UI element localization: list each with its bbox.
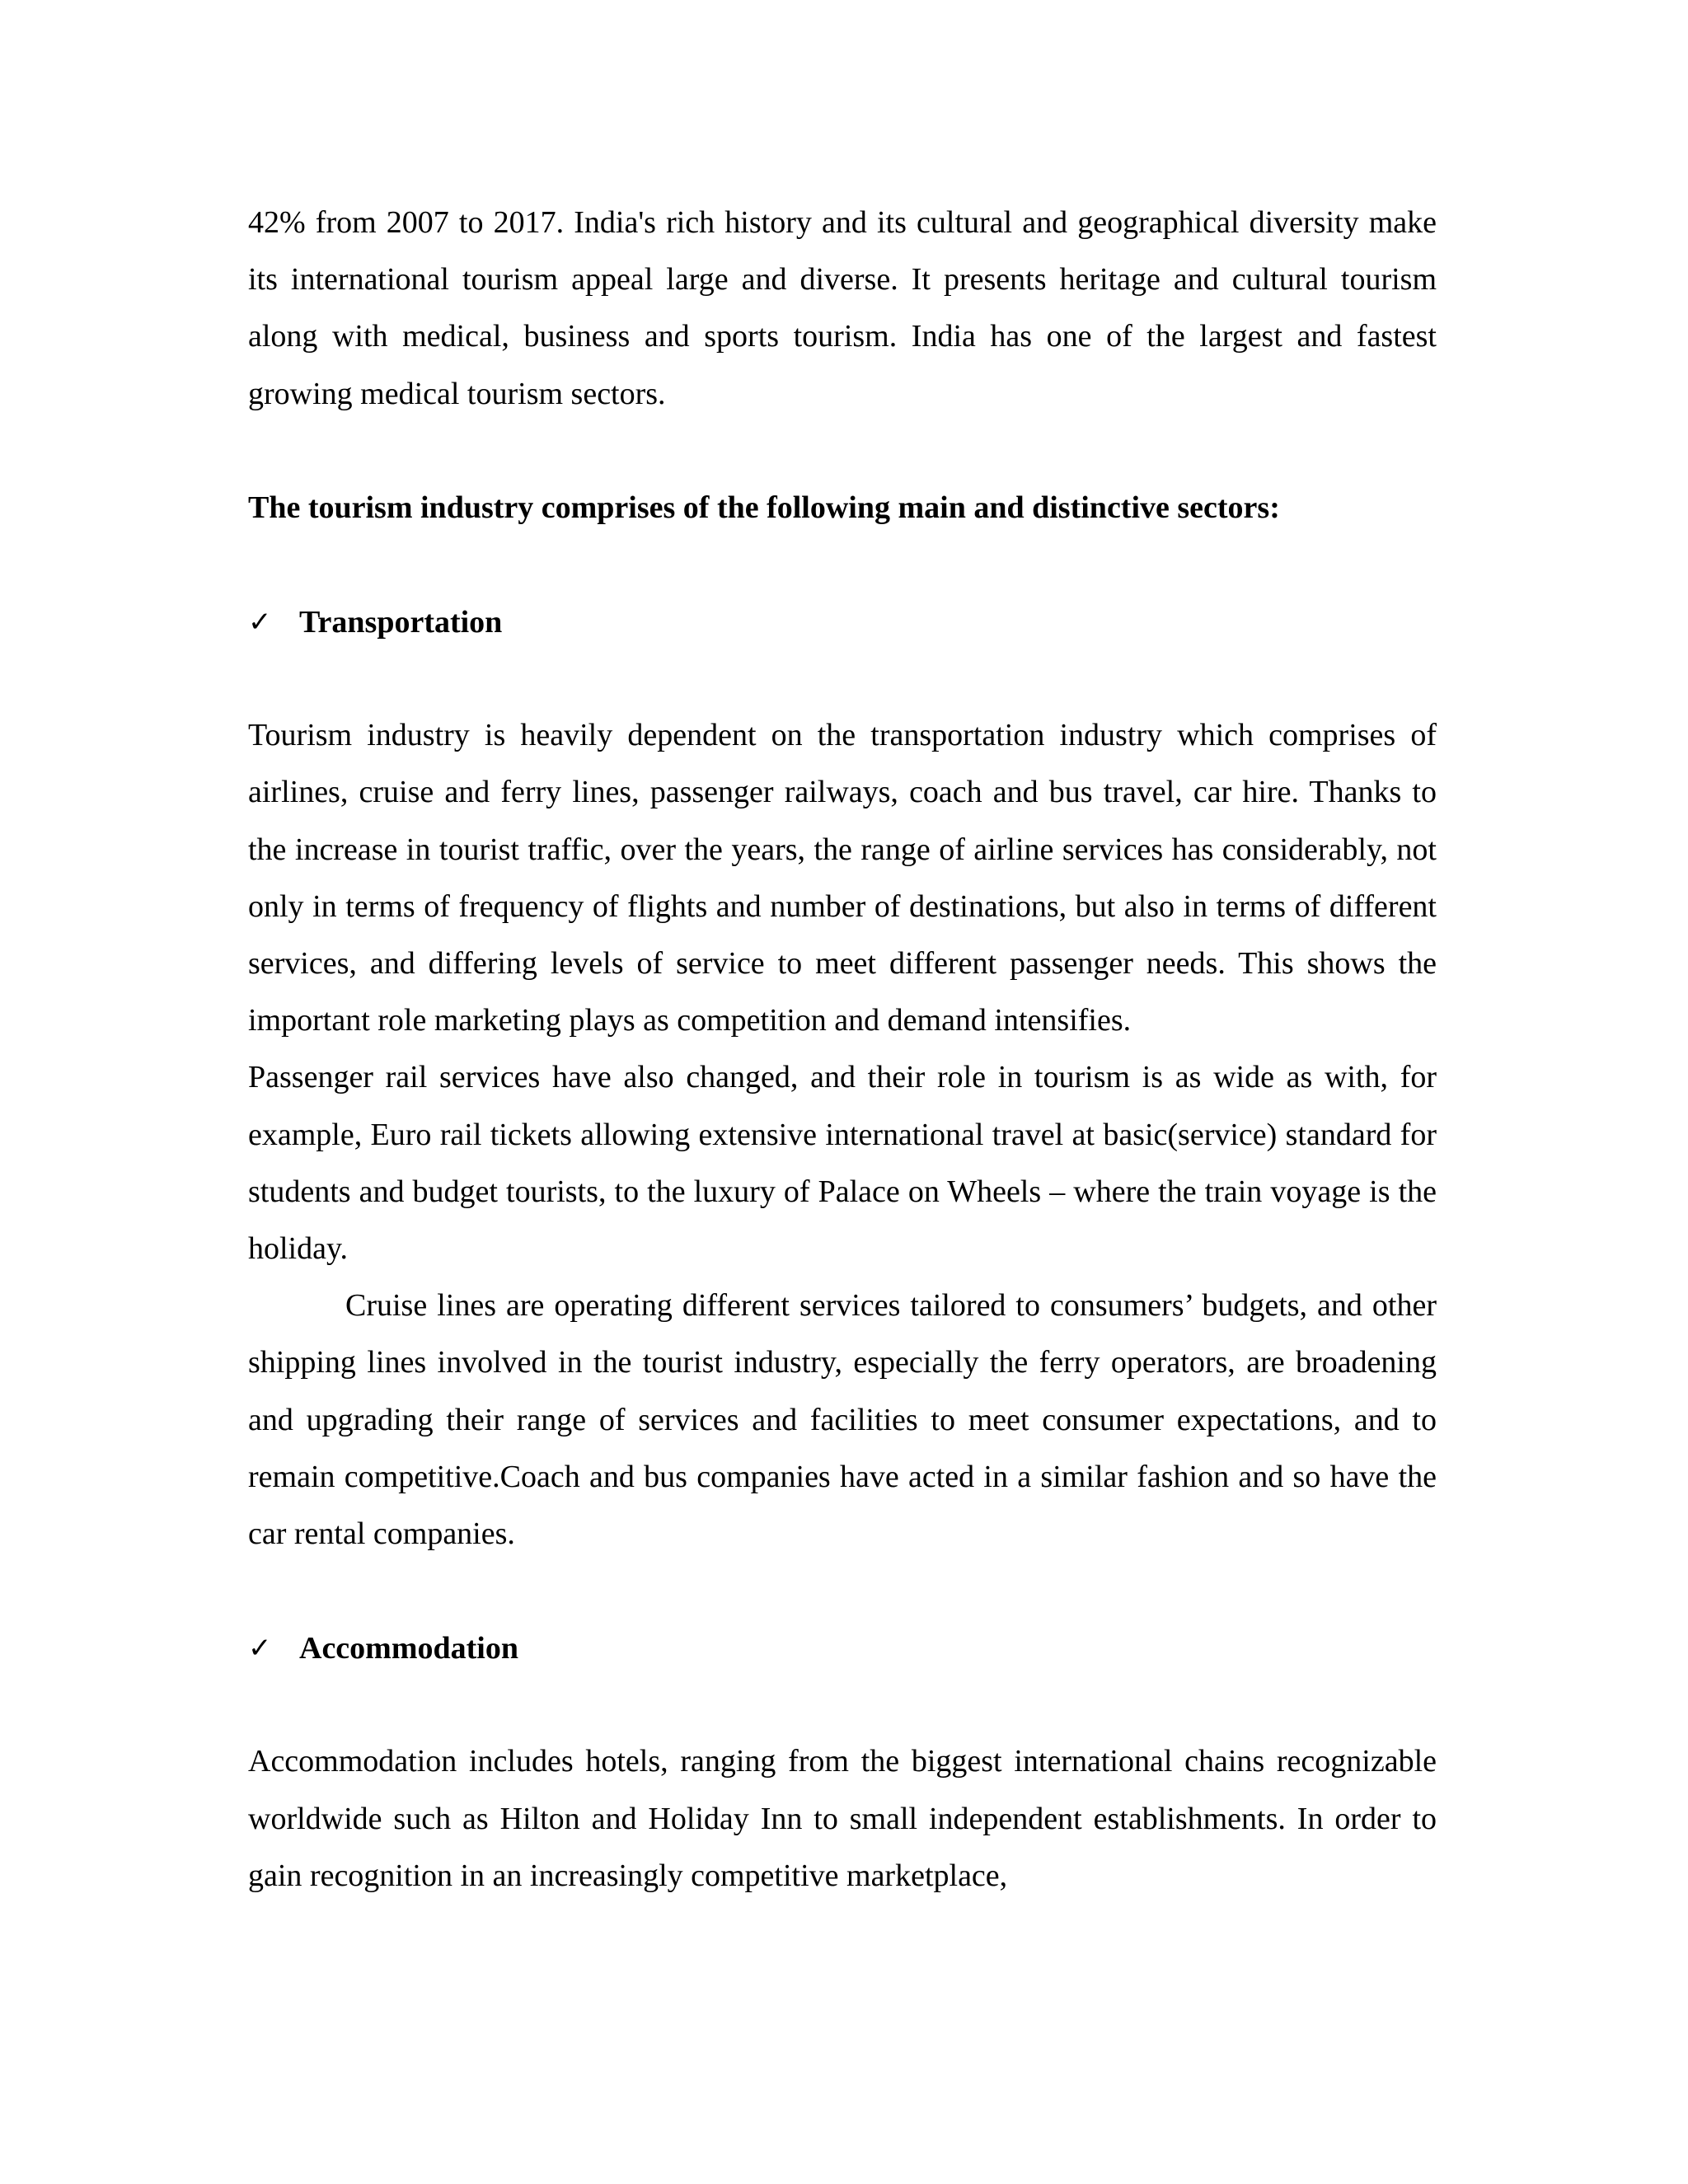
spacer	[248, 423, 1437, 480]
spacer	[248, 650, 1437, 707]
transportation-paragraph-1: Tourism industry is heavily dependent on the transportation industry which comprises of airlines, cruise and ferry lines, passenger railways, coach and bus travel, car hire. Thanks to the increase in tourist traffic, over the years, the range of airline services has considerably, not only in terms of frequency of flights and number of destinations, but also in terms of different services, and differing levels of service to meet different passenger needs. This shows the important role marketing plays as competition and demand intensifies.	[248, 718, 1437, 1038]
check-mark-icon: ✓	[248, 1631, 272, 1665]
sectors-heading: The tourism industry comprises of the following main and distinctive sectors:	[248, 490, 1280, 525]
spacer	[248, 1563, 1437, 1619]
document-body	[248, 194, 1437, 1905]
spacer	[248, 537, 1437, 593]
spacer	[248, 1676, 1437, 1733]
intro-paragraph: 42% from 2007 to 2017. India's rich history and its cultural and geographical diversity make its international tourism appeal large and diverse. It presents heritage and cultural tourism along with medical, business and sports tourism. India has one of the largest and fastest growing medical tourism sectors.	[248, 205, 1437, 411]
transportation-paragraph-2: Passenger rail services have also changed, and their role in tourism is as wide as with, for example, Euro rail tickets allowing extensive international travel at basic(service) standard for students and budget tourists, to the luxury of Palace on Wheels – where the train voyage is the holiday.	[248, 1060, 1437, 1267]
check-mark-icon: ✓	[248, 605, 272, 639]
sector-title: Transportation	[299, 604, 503, 640]
sector-title: Accommodation	[299, 1630, 518, 1666]
sector-heading-transportation	[248, 593, 1437, 650]
transportation-paragraph-3: Cruise lines are operating different services tailored to consumers’ budgets, and other shipping lines involved in the tourist industry, especially the ferry operators, are broadening and upgrading their range of services and facilities to meet consumer expectations, and to remain competitive.Coach and bus companies have acted in a similar fashion and so have the car rental companies.	[248, 1288, 1437, 1552]
accommodation-paragraph-1: Accommodation includes hotels, ranging from the biggest international chains recognizable worldwide such as Hilton and Holiday Inn to small independent establishments. In order to gain recognition in an increasingly competitive marketplace,	[248, 1744, 1437, 1893]
sector-heading-accommodation	[248, 1619, 1437, 1676]
